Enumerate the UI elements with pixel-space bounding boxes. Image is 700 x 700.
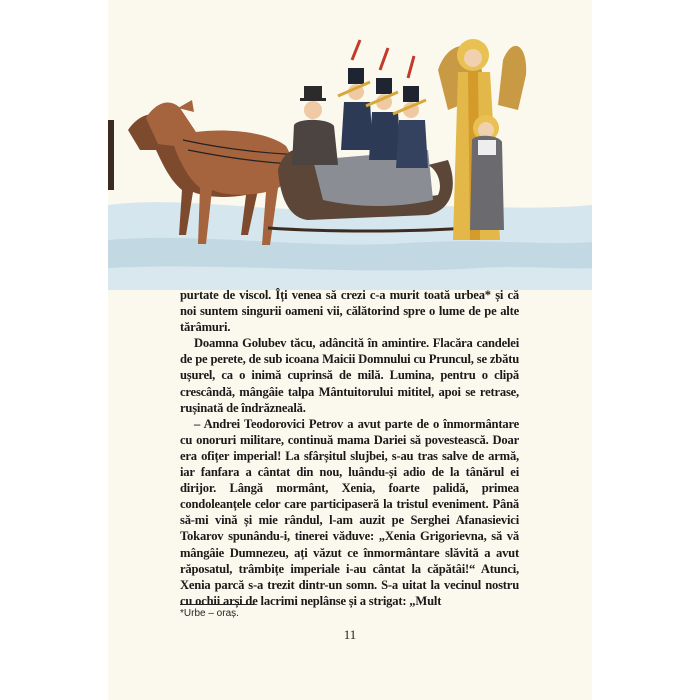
footnote-divider <box>180 604 254 605</box>
sleigh-illustration-icon <box>108 0 592 290</box>
paragraph: Doamna Golubev tăcu, adâncită în amintire. Flacăra candelei de pe perete, de sub icoana Maicii Domnului cu Pruncul, se zbătu ușurel, ca o inimă cuprinsă de milă. Lumina, pentru o clipă crescândă, mângâie talpa Mântuitorului mititel, apoi se retrase, rușinată de îndrăzneală. <box>180 336 519 415</box>
paragraph: – Andrei Teodorovici Petrov a avut parte de o înmormântare cu onoruri militare, continuă mama Dariei să povestească. Doar era ofițer imperial! La sfârșitul slujbei, s-au tras salve de armă, iar fanfara a cântat din nou, luându-și adio de la tânărul ei dirijor. Lângă mormânt, Xenia, foarte palidă, primea condoleanțele celor care participaseră la tristul eveniment. Până să-mi vină și mie rândul, l-am auzit pe Serghei Afanasievici Tokarov spunându-i, tinerei văduve: „Xenia Grigorievna, să vă mângâie Dumnezeu, ați văzut ce înmormântare slăvită a avut răposatul, trâmbițe imperiale i-au cântat la căpătâi!“ Atunci, Xenia parcă s-a trezit dintr-un somn. S-a uitat la vecinul nostru cu ochii arși de lacrimi neplânse și a strigat: „Mult <box>180 416 519 608</box>
trumpeters-icon <box>338 40 428 168</box>
page-number: 11 <box>343 627 357 642</box>
footnote: *Urbe – oraș. <box>180 608 239 619</box>
paragraph: purtate de viscol. Îți venea să crezi c-a murit toată urbea* și că noi suntem singurii oameni vii, călătorind spre o lume de pe alte tărâmuri. <box>180 288 519 335</box>
illustration <box>108 0 592 290</box>
body-text <box>180 287 519 609</box>
